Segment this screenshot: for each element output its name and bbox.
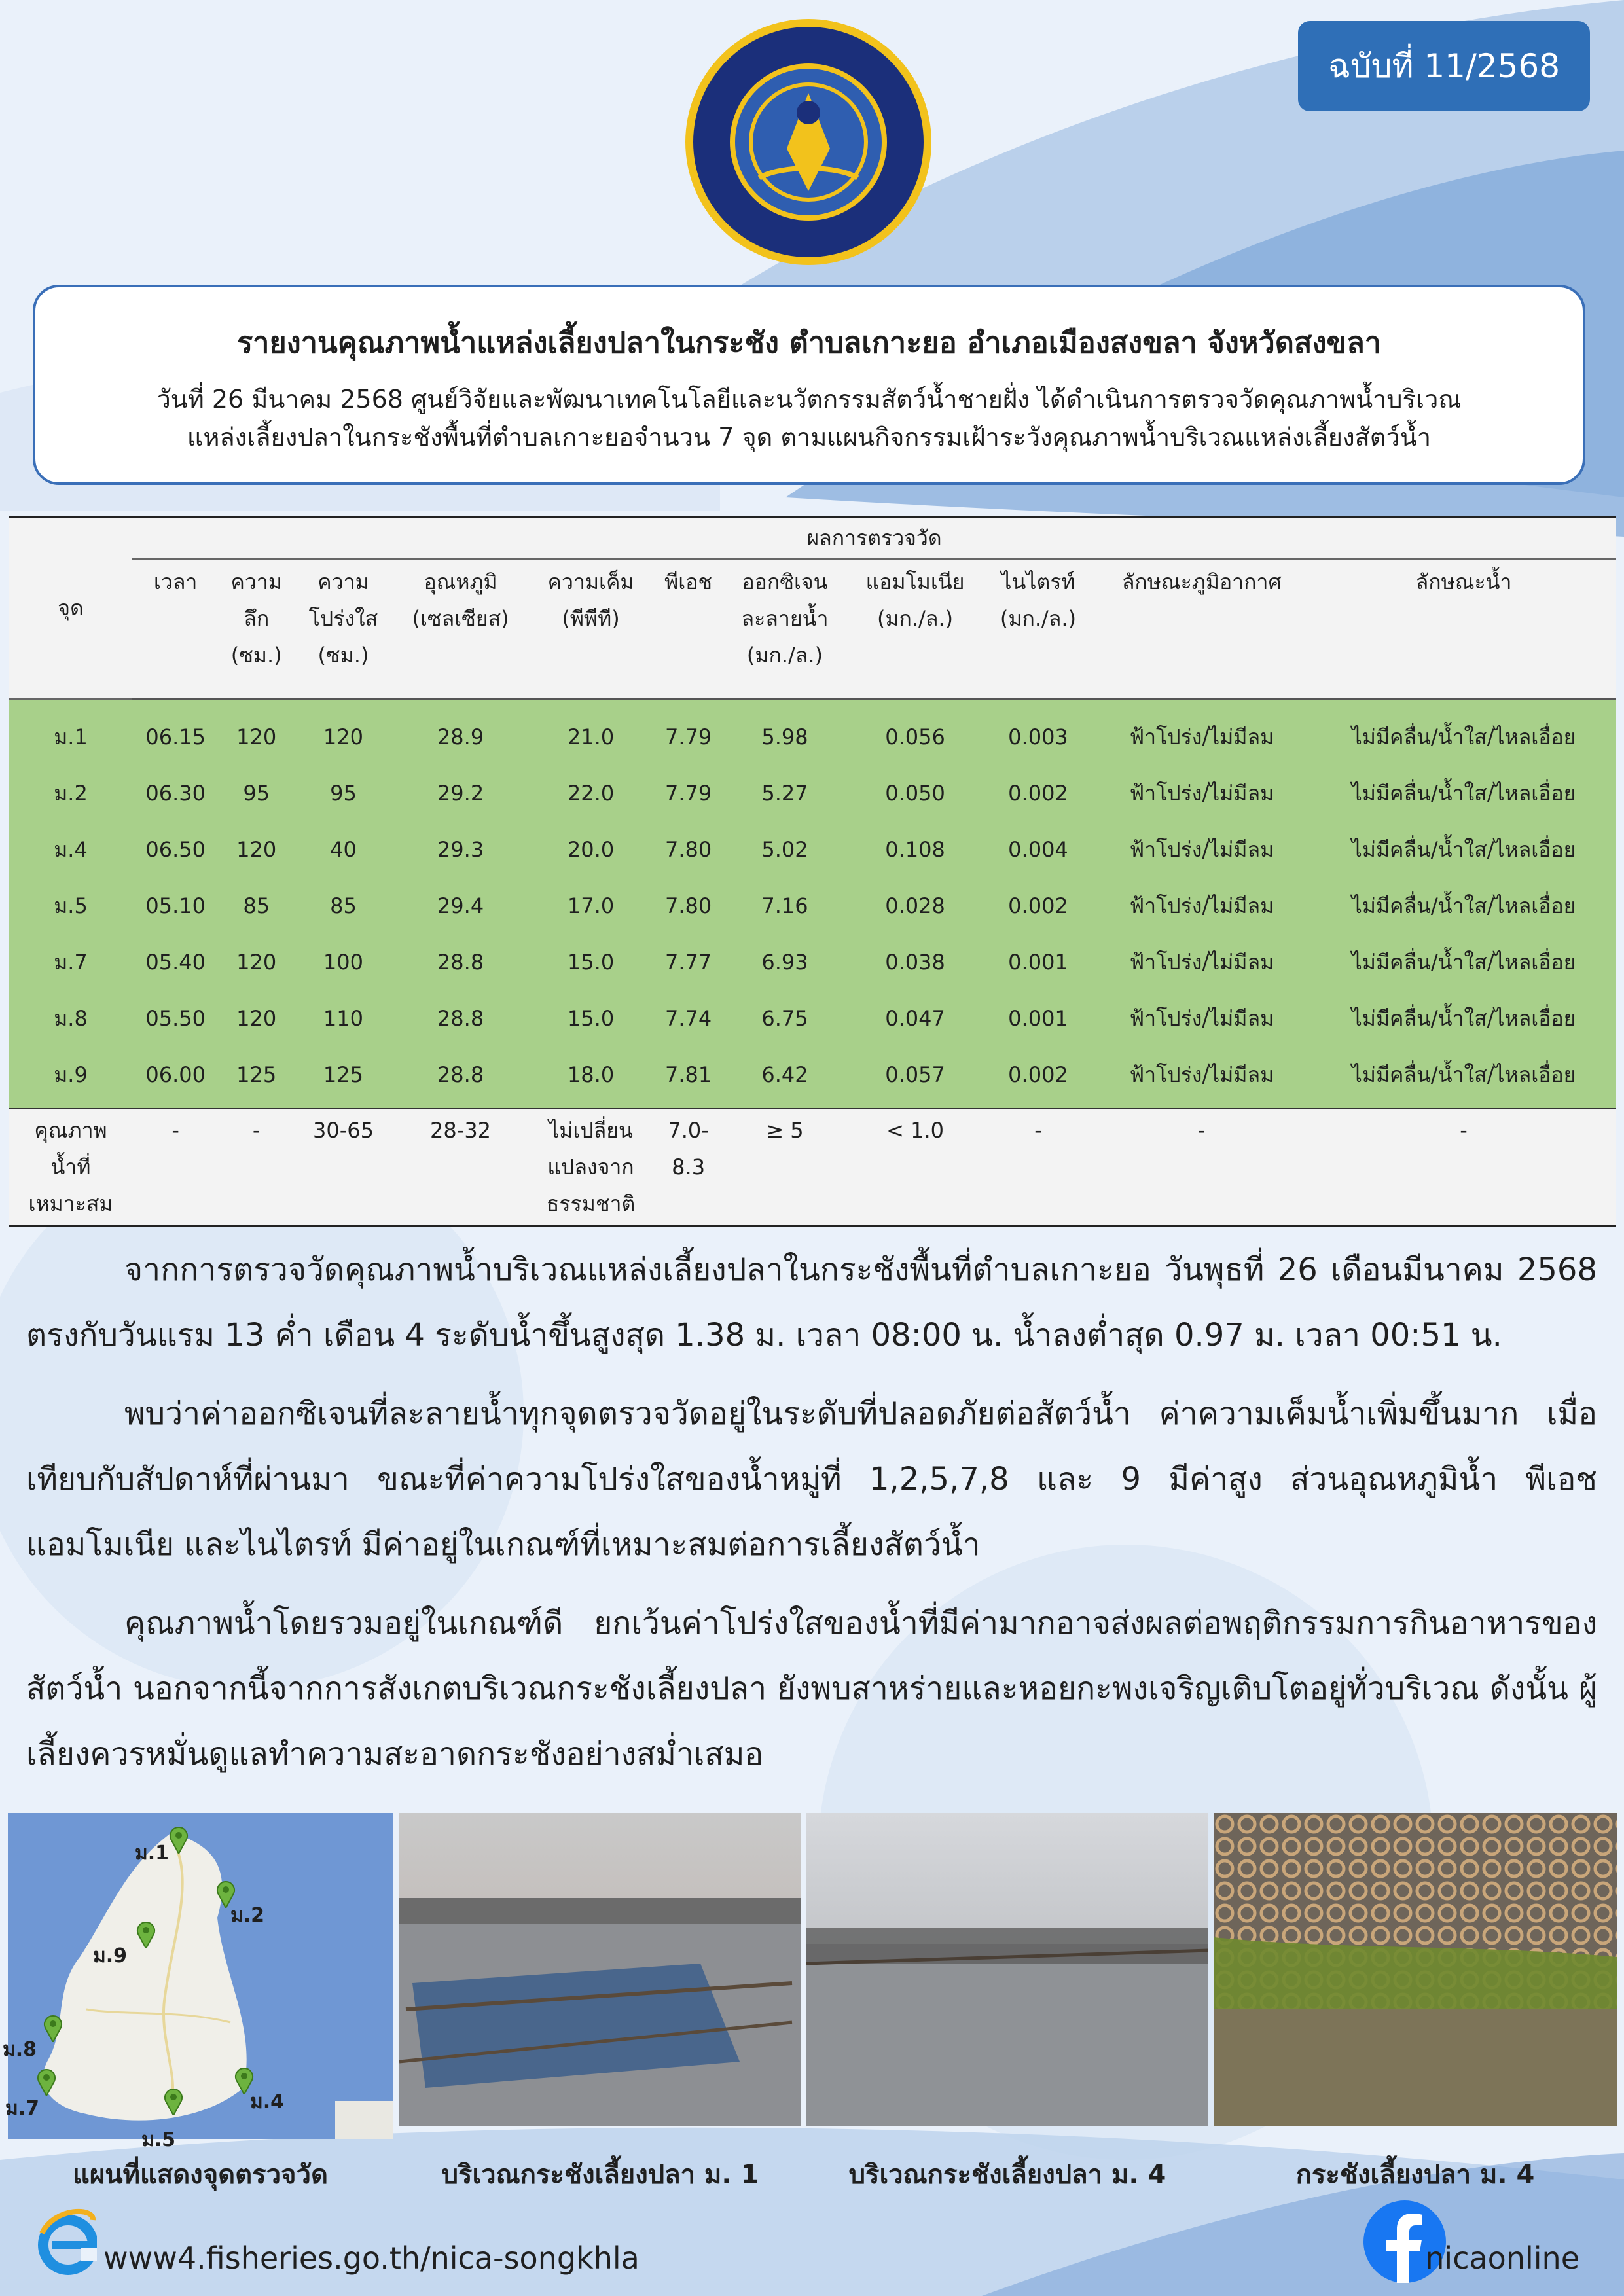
standard-cell: - xyxy=(219,1109,294,1226)
map-pin-icon xyxy=(164,2088,183,2115)
sampling-points-map xyxy=(8,1813,393,2139)
column-header: อุณหภูมิ (เซลเซียส) xyxy=(393,559,528,699)
map-pin-label: ม.9 xyxy=(93,1945,128,1967)
map-pin-label: ม.2 xyxy=(230,1904,265,1927)
standard-cell: 28-32 xyxy=(393,1109,528,1226)
table-cell: 7.81 xyxy=(653,1047,724,1109)
table-row xyxy=(9,990,1616,1047)
table-cell: 110 xyxy=(294,990,393,1047)
table-cell: ม.1 xyxy=(9,699,132,765)
table-cell: ฟ้าโปร่ง/ไม่มีลม xyxy=(1092,990,1311,1047)
table-cell: 5.27 xyxy=(723,765,846,821)
table-cell: 0.002 xyxy=(984,765,1092,821)
map-pin-icon xyxy=(37,2068,56,2096)
department-seal-icon xyxy=(681,14,936,276)
table-cell: 15.0 xyxy=(528,934,653,990)
report-intro-line-1: วันที่ 26 มีนาคม 2568 ศูนย์วิจัยและพัฒนาเทคโนโลยีและนวัตกรรมสัตว์น้ำชายฝั่ง ได้ดำเนินการตรวจวัดคุณภาพน้ำบริเวณ xyxy=(156,385,1462,414)
column-header: ออกซิเจน ละลายน้ำ (มก./ล.) xyxy=(723,559,846,699)
table-cell: 95 xyxy=(219,765,294,821)
table-cell: 7.80 xyxy=(653,821,724,878)
report-intro-line-2: แหล่งเลี้ยงปลาในกระชังพื้นที่ตำบลเกาะยอจำนวน 7 จุด ตามแผนกิจกรรมเฝ้าระวังคุณภาพน้ำบริเวณแหล่งเลี้ยงสัตว์น้ำ xyxy=(187,423,1432,452)
table-cell: 120 xyxy=(219,821,294,878)
table-cell: ไม่มีคลื่น/น้ำใส/ไหลเอื่อย xyxy=(1311,934,1616,990)
map-pin-label: ม.1 xyxy=(135,1842,170,1865)
table-cell: 29.2 xyxy=(393,765,528,821)
table-cell: 0.004 xyxy=(984,821,1092,878)
table-cell: ฟ้าโปร่ง/ไม่มีลม xyxy=(1092,765,1311,821)
paragraph-3: คุณภาพน้ำโดยรวมอยู่ในเกณฑ์ดี ยกเว้นค่าโปร่งใสของน้ำที่มีค่ามากอาจส่งผลต่อพฤติกรรมการกินอาหารของ สัตว์น้ำ นอกจากนี้จากการสังเกตบริเวณกระชังเลี้ยงปลา ยังพบสาหร่ายและหอยกะพงเจริญเติบโตอยู่ทั่วบริเวณ ดังนั้น ผู้เลี้ยงควรหมั่นดูแลทำความสะอาดกระชังอย่างสม่ำเสมอ xyxy=(26,1605,1597,1772)
table-cell: 0.028 xyxy=(846,878,984,934)
table-cell: 0.050 xyxy=(846,765,984,821)
photo-fish-cages-moo-4 xyxy=(806,1813,1208,2126)
table-cell: 5.02 xyxy=(723,821,846,878)
table-cell: 100 xyxy=(294,934,393,990)
table-cell: 28.8 xyxy=(393,1047,528,1109)
standard-cell: คุณภาพ น้ำที่ เหมาะสม xyxy=(9,1109,132,1226)
table-cell: 0.001 xyxy=(984,934,1092,990)
table-cell: 21.0 xyxy=(528,699,653,765)
table-row xyxy=(9,878,1616,934)
column-header: ความ โปร่งใส (ซม.) xyxy=(294,559,393,699)
issue-number-badge: ฉบับที่ 11/2568 xyxy=(1298,21,1590,111)
column-group-header: ผลการตรวจวัด xyxy=(132,517,1616,560)
column-header-point: จุด xyxy=(9,517,132,700)
facebook-page-name[interactable]: nicaonline xyxy=(1425,2240,1579,2276)
table-cell: ม.4 xyxy=(9,821,132,878)
column-header: พีเอช xyxy=(653,559,724,699)
report-title: รายงานคุณภาพน้ำแหล่งเลี้ยงปลาในกระชัง ตำบลเกาะยอ อำเภอเมืองสงขลา จังหวัดสงขลา xyxy=(236,325,1382,360)
table-cell: 06.15 xyxy=(132,699,219,765)
table-cell: ไม่มีคลื่น/น้ำใส/ไหลเอื่อย xyxy=(1311,1047,1616,1109)
table-cell: 29.3 xyxy=(393,821,528,878)
table-cell: 7.79 xyxy=(653,699,724,765)
table-cell: 0.108 xyxy=(846,821,984,878)
table-cell: 18.0 xyxy=(528,1047,653,1109)
table-cell: 0.001 xyxy=(984,990,1092,1047)
map-pin-icon xyxy=(43,2015,63,2042)
table-cell: ม.8 xyxy=(9,990,132,1047)
table-cell: ฟ้าโปร่ง/ไม่มีลม xyxy=(1092,878,1311,934)
table-cell: 0.038 xyxy=(846,934,984,990)
caption-photo-1: บริเวณกระชังเลี้ยงปลา ม. 1 xyxy=(441,2160,759,2190)
table-cell: 5.98 xyxy=(723,699,846,765)
table-row xyxy=(9,765,1616,821)
standard-row xyxy=(9,1109,1616,1226)
table-cell: 05.50 xyxy=(132,990,219,1047)
standard-cell: < 1.0 xyxy=(846,1109,984,1226)
table-cell: 05.10 xyxy=(132,878,219,934)
table-cell: 28.8 xyxy=(393,990,528,1047)
table-cell: 7.74 xyxy=(653,990,724,1047)
table-cell: 06.00 xyxy=(132,1047,219,1109)
standard-cell: - xyxy=(1092,1109,1311,1226)
table-cell: ไม่มีคลื่น/น้ำใส/ไหลเอื่อย xyxy=(1311,699,1616,765)
photo-fish-cage-net-moo-4 xyxy=(1214,1813,1617,2126)
table-cell: 120 xyxy=(219,699,294,765)
table-cell: 20.0 xyxy=(528,821,653,878)
standard-cell: - xyxy=(1311,1109,1616,1226)
table-cell: 120 xyxy=(219,990,294,1047)
table-cell: 95 xyxy=(294,765,393,821)
photo-fish-cages-moo-1 xyxy=(399,1813,801,2126)
table-cell: ไม่มีคลื่น/น้ำใส/ไหลเอื่อย xyxy=(1311,821,1616,878)
standard-cell: ≥ 5 xyxy=(723,1109,846,1226)
table-cell: ม.7 xyxy=(9,934,132,990)
standard-cell: 7.0- 8.3 xyxy=(653,1109,724,1226)
table-cell: ฟ้าโปร่ง/ไม่มีลม xyxy=(1092,1047,1311,1109)
paragraph-1: จากการตรวจวัดคุณภาพน้ำบริเวณแหล่งเลี้ยงปลาในกระชังพื้นที่ตำบลเกาะยอ วันพุธที่ 26 เดือนมีนาคม 2568 ตรงกับวันแรม 13 ค่ำ เดือน 4 ระดับน้ำขึ้นสูงสุด 1.38 ม. เวลา 08:00 น. น้ำลงต่ำสุด 0.97 ม. เวลา 00:51 น. xyxy=(26,1251,1597,1354)
standard-cell: ไม่เปลี่ยน แปลงจาก ธรรมชาติ xyxy=(528,1109,653,1226)
column-header: ลักษณะน้ำ xyxy=(1311,559,1616,699)
table-row xyxy=(9,934,1616,990)
caption-photo-2: บริเวณกระชังเลี้ยงปลา ม. 4 xyxy=(848,2160,1166,2190)
table-cell: ไม่มีคลื่น/น้ำใส/ไหลเอื่อย xyxy=(1311,765,1616,821)
table-cell: ฟ้าโปร่ง/ไม่มีลม xyxy=(1092,699,1311,765)
table-row xyxy=(9,699,1616,765)
map-pin-label: ม.4 xyxy=(250,2090,285,2113)
table-cell: ฟ้าโปร่ง/ไม่มีลม xyxy=(1092,821,1311,878)
table-cell: 0.047 xyxy=(846,990,984,1047)
table-cell: 28.9 xyxy=(393,699,528,765)
map-pin-label: ม.8 xyxy=(3,2038,37,2061)
caption-photo-3: กระชังเลี้ยงปลา ม. 4 xyxy=(1295,2160,1535,2190)
water-quality-table xyxy=(9,516,1616,1227)
standard-cell: - xyxy=(132,1109,219,1226)
table-cell: 06.50 xyxy=(132,821,219,878)
report-header xyxy=(33,285,1585,485)
table-cell: 0.002 xyxy=(984,878,1092,934)
table-cell: ม.2 xyxy=(9,765,132,821)
table-cell: 0.003 xyxy=(984,699,1092,765)
map-pin-icon xyxy=(169,1826,189,1854)
table-cell: 0.056 xyxy=(846,699,984,765)
table-cell: ม.5 xyxy=(9,878,132,934)
column-header: ไนไตรท์ (มก./ล.) xyxy=(984,559,1092,699)
table-cell: 28.8 xyxy=(393,934,528,990)
column-header: แอมโมเนีย (มก./ล.) xyxy=(846,559,984,699)
table-cell: 7.16 xyxy=(723,878,846,934)
table-cell: ไม่มีคลื่น/น้ำใส/ไหลเอื่อย xyxy=(1311,990,1616,1047)
standard-cell: - xyxy=(984,1109,1092,1226)
table-cell: 40 xyxy=(294,821,393,878)
table-cell: 29.4 xyxy=(393,878,528,934)
table-cell: 05.40 xyxy=(132,934,219,990)
table-row xyxy=(9,821,1616,878)
column-header: ความเค็ม (พีพีที) xyxy=(528,559,653,699)
table-cell: 6.75 xyxy=(723,990,846,1047)
table-cell: 120 xyxy=(294,699,393,765)
column-header: ลักษณะภูมิอากาศ xyxy=(1092,559,1311,699)
table-cell: 6.93 xyxy=(723,934,846,990)
map-pin-icon xyxy=(136,1921,156,1948)
table-cell: 06.30 xyxy=(132,765,219,821)
column-header: เวลา xyxy=(132,559,219,699)
caption-map: แผนที่แสดงจุดตรวจวัด xyxy=(73,2160,328,2190)
column-header: ความ ลึก (ซม.) xyxy=(219,559,294,699)
table-cell: 120 xyxy=(219,934,294,990)
standard-cell: 30-65 xyxy=(294,1109,393,1226)
table-cell: 17.0 xyxy=(528,878,653,934)
website-link[interactable]: www4.fisheries.go.th/nica-songkhla xyxy=(103,2240,640,2276)
paragraph-2: พบว่าค่าออกซิเจนที่ละลายน้ำทุกจุดตรวจวัดอยู่ในระดับที่ปลอดภัยต่อสัตว์น้ำ ค่าความเค็มน้ำเพิ่มขึ้นมาก เมื่อเทียบกับสัปดาห์ที่ผ่านมา ขณะที่ค่าความโปร่งใสของน้ำหมู่ที่ 1,2,5,7,8 และ 9 มีค่าสูง ส่วนอุณหภูมิน้ำ พีเอช แอมโมเนีย และไนไตรท์ มีค่าอยู่ในเกณฑ์ที่เหมาะสมต่อการเลี้ยงสัตว์น้ำ xyxy=(26,1395,1597,1563)
table-cell: 125 xyxy=(294,1047,393,1109)
map-pin-label: ม.7 xyxy=(5,2097,40,2120)
table-cell: 7.79 xyxy=(653,765,724,821)
web-e-icon xyxy=(35,2207,97,2279)
table-cell: 85 xyxy=(294,878,393,934)
table-cell: 125 xyxy=(219,1047,294,1109)
table-cell: 7.77 xyxy=(653,934,724,990)
map-pin-label: ม.5 xyxy=(141,2128,176,2151)
table-cell: 85 xyxy=(219,878,294,934)
table-cell: 0.057 xyxy=(846,1047,984,1109)
table-cell: 6.42 xyxy=(723,1047,846,1109)
table-cell: 7.80 xyxy=(653,878,724,934)
table-cell: ไม่มีคลื่น/น้ำใส/ไหลเอื่อย xyxy=(1311,878,1616,934)
table-cell: 22.0 xyxy=(528,765,653,821)
table-cell: 0.002 xyxy=(984,1047,1092,1109)
table-row xyxy=(9,1047,1616,1109)
table-cell: 15.0 xyxy=(528,990,653,1047)
table-cell: ฟ้าโปร่ง/ไม่มีลม xyxy=(1092,934,1311,990)
table-cell: ม.9 xyxy=(9,1047,132,1109)
